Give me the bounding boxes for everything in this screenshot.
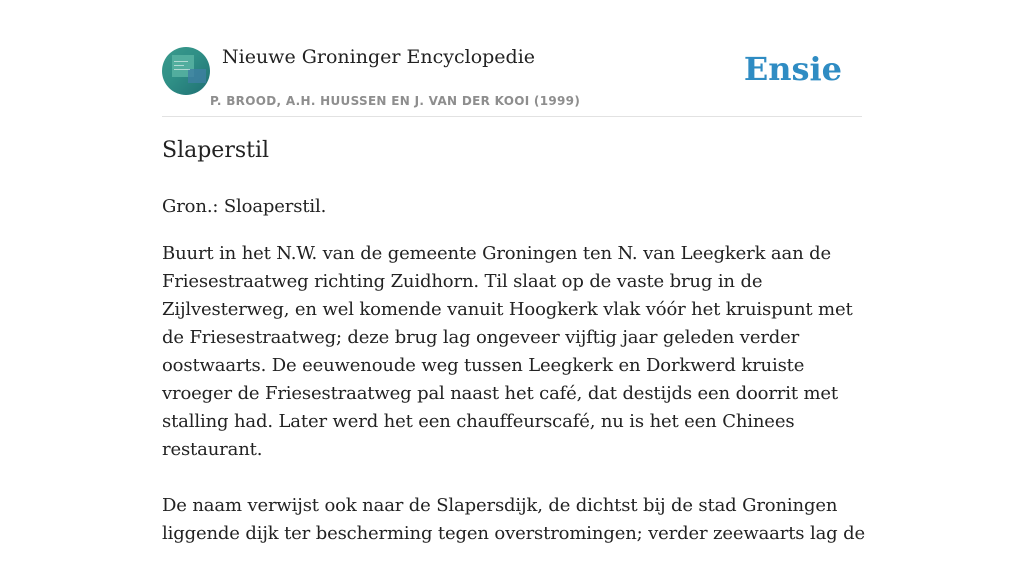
thumbnail-line [174,65,184,66]
article-body [162,193,867,567]
article-paragraph: Gron.: Sloaperstil. [162,196,327,217]
article-paragraph: Buurt in het N.W. van de gemeente Groningen ten N. van Leegkerk aan de Friesestraatweg richting Zuidhorn. Til slaat op de vaste brug in de Zijlvesterweg, en wel komende vanuit Hoogkerk vlak vóór het kruispunt met de Friesestraatweg; deze brug lag ongeveer vijftig jaar geleden verder oostwaarts. De eeuwenoude weg tussen Leegkerk en Dorkwerd kruiste vroeger de Friesestraatweg pal naast het café, dat destijds een doorrit met stalling had. Later werd het een chauffeurscafé, nu is het een Chinees restaurant. [162,243,853,460]
publication-header [162,44,862,117]
thumbnail-line [174,61,188,62]
publication-authors: P. BROOD, A.H. HUUSSEN EN J. VAN DER KOOI (1999) [210,94,581,108]
article-title: Slaperstil [162,138,270,163]
thumbnail-shape [188,69,206,83]
ensie-logo[interactable]: Ensie [743,50,842,88]
article-paragraph: De naam verwijst ook naar de Slapersdijk, de dichtst bij de stad Groningen liggende dijk ter bescherming tegen overstromingen; verder zeewaarts lag de [162,495,865,544]
publication-title[interactable]: Nieuwe Groninger Encyclopedie [222,46,536,68]
book-cover-thumbnail[interactable] [162,47,210,95]
thumbnail-line [174,69,190,70]
